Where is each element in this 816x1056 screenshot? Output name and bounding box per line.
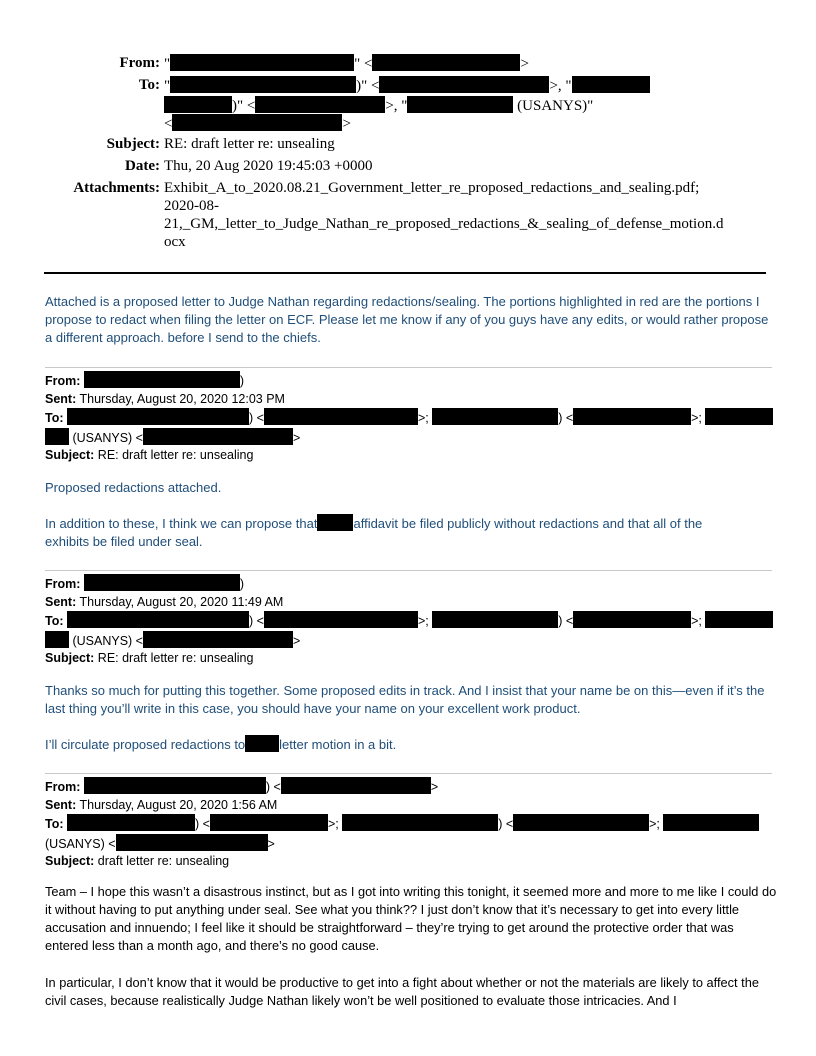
redaction [255, 96, 385, 113]
message-divider [45, 570, 772, 571]
redaction [407, 96, 513, 113]
attachments-value [164, 179, 774, 251]
attachment-line[interactable]: 2020-08- [164, 198, 219, 214]
redaction [45, 428, 69, 445]
redaction [573, 611, 691, 628]
subject-value: RE: draft letter re: unsealing [164, 136, 335, 152]
redaction [572, 76, 650, 93]
redaction [342, 814, 498, 831]
message-meta: From: ) < > Sent: Thursday, August 20, 2020 1:56 AM To: ) < >; ) < >; (USANYS) < > Subject: draft letter re: unsealing [45, 777, 785, 871]
redaction [116, 834, 268, 851]
redaction [372, 54, 520, 71]
to-value: " )" < >, " [164, 76, 774, 95]
redaction [170, 76, 356, 93]
attachment-line[interactable]: 21,_GM,_letter_to_Judge_Nathan_re_proposed_redactions_&_sealing_of_defense_motion.d [164, 216, 724, 232]
from-label: From: [119, 55, 160, 71]
message-body: In addition to these, I think we can propose that affidavit be filed publicly without redactions and that all of the exhibits be filed under seal. [45, 516, 703, 549]
redaction [317, 514, 353, 531]
message-meta: From: ) Sent: Thursday, August 20, 2020 11:49 AM To: ) < >; ) < >; (USANYS) < > Subject: RE: draft letter re: unsealing [45, 574, 785, 668]
message-body: I’ll circulate proposed redactions to letter motion in a bit. [45, 737, 397, 752]
redaction [513, 814, 649, 831]
redaction [264, 611, 418, 628]
redaction [164, 96, 232, 113]
date-value: Thu, 20 Aug 2020 19:45:03 +0000 [164, 158, 373, 174]
redaction [45, 631, 69, 648]
message-body: Proposed redactions attached. [45, 480, 222, 495]
redaction [210, 814, 328, 831]
attachments-label: Attachments: [73, 180, 160, 196]
redaction [432, 611, 558, 628]
message-meta: From: ) Sent: Thursday, August 20, 2020 12:03 PM To: ) < >; ) < >; (USANYS) < > Subject: RE: draft letter re: unsealing [45, 371, 785, 465]
attachment-line[interactable]: Exhibit_A_to_2020.08.21_Government_letter_re_proposed_redactions_and_sealing.pdf; [164, 180, 700, 196]
redaction [67, 408, 249, 425]
redaction [84, 777, 266, 794]
redaction [143, 428, 293, 445]
redaction [170, 54, 354, 71]
message-body: Team – I hope this wasn’t a disastrous instinct, but as I got into writing this tonight, it seemed more and more to me like I could do it without having to put anything under seal. See what you think?? I just don’t know that it’s necessary to get into every little accusation and innuendo; I feel like it should be straightforward – they’re trying to get around the protective order that was entered less than a month ago, and there’s no good cause. [45, 884, 777, 953]
redaction [67, 611, 249, 628]
redaction [172, 114, 342, 131]
redaction [84, 574, 240, 591]
redaction [663, 814, 759, 831]
message-body: Attached is a proposed letter to Judge Nathan regarding redactions/sealing. The portions highlighted in red are the portions I propose to redact when filing the letter on ECF. Please let me know if any of you guys have any edits, or would rather propose a different approach. before I send to the chiefs. [45, 294, 769, 345]
redaction [67, 814, 195, 831]
redaction [143, 631, 293, 648]
redaction [573, 408, 691, 425]
message-body: In particular, I don’t know that it would be productive to get into a fight about whether or not the materials are likely to affect the civil cases, because realistically Judge Nathan likely won’t be well positioned to evaluate those intricacies. And I [45, 975, 759, 1008]
from-value: " " < > [164, 56, 529, 72]
to-label: To: [138, 77, 160, 93]
redaction [264, 408, 418, 425]
attachment-line[interactable]: ocx [164, 234, 186, 250]
message-divider [45, 367, 772, 368]
redaction [379, 76, 549, 93]
date-label: Date: [125, 158, 160, 174]
redaction [432, 408, 558, 425]
redaction [84, 371, 240, 388]
redaction [281, 777, 431, 794]
message-divider [45, 773, 772, 774]
message-body: Thanks so much for putting this together. Some proposed edits in track. And I insist that your name be on this—even if it’s the last thing you’ll write in this case, you should have your name on your excellent work product. [45, 683, 765, 716]
redaction [705, 611, 773, 628]
subject-label: Subject: [106, 136, 160, 152]
header-divider [44, 272, 766, 274]
redaction [705, 408, 773, 425]
redaction [245, 735, 279, 752]
